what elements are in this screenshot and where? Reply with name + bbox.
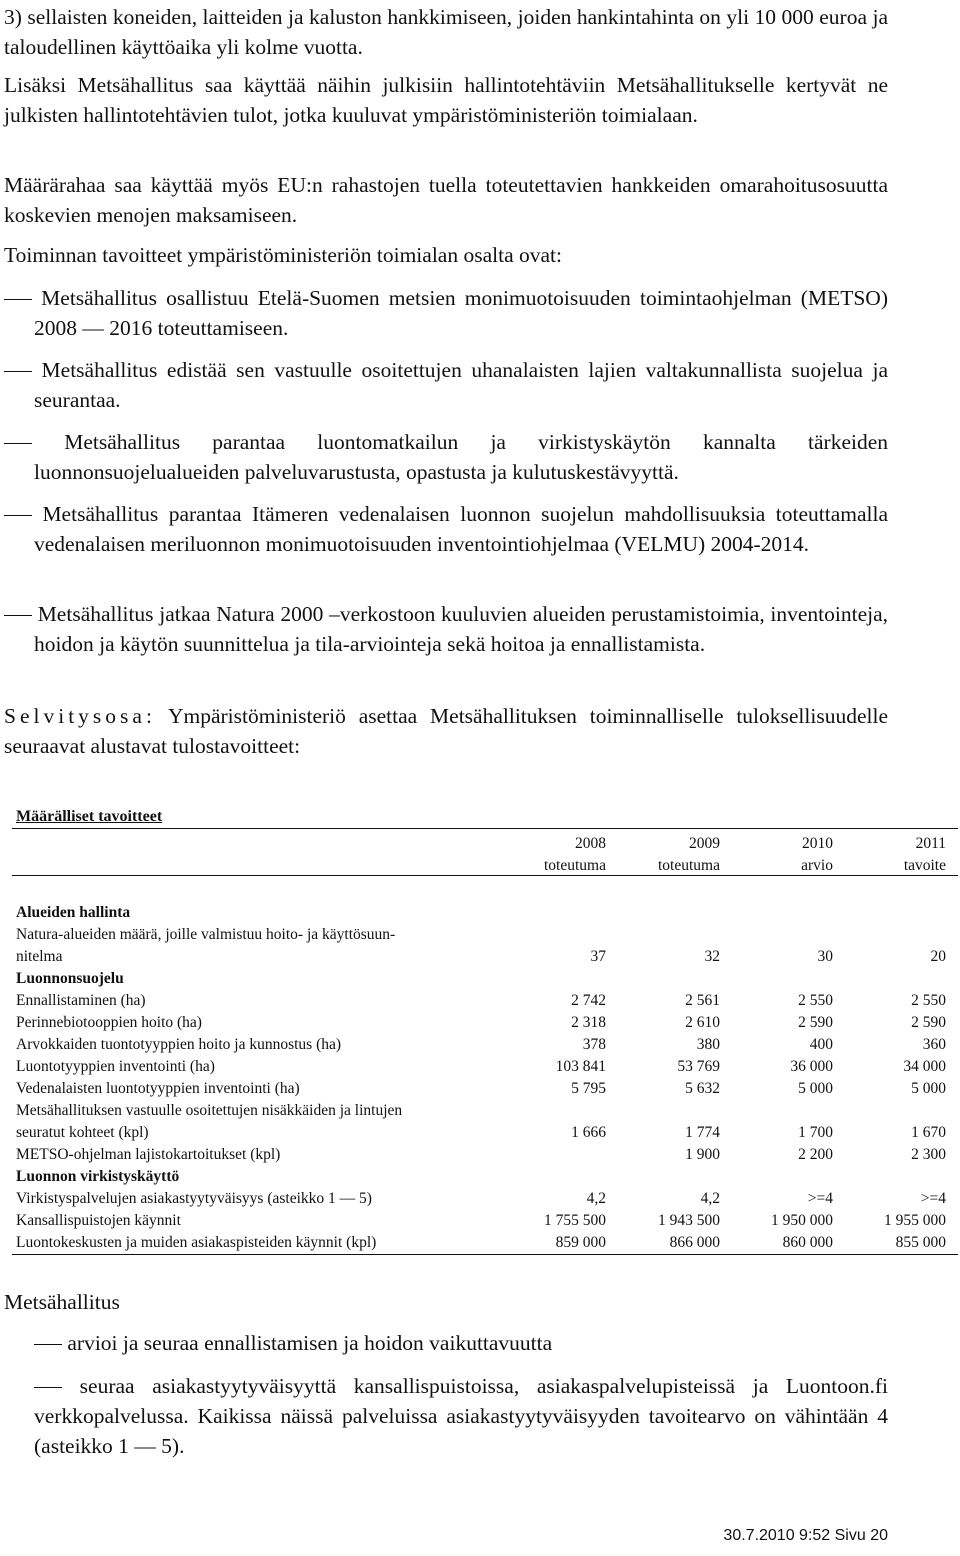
after-item	[34, 1328, 888, 1358]
goal-text: Metsähallitus parantaa luontomatkailun ja virkistyskäytön kannalta tärkeiden luonnonsuojelualueiden palveluvarustusta, opastusta ja kulutuskestävyyttä.	[34, 430, 888, 484]
table-row	[12, 1210, 958, 1232]
goal-item	[34, 427, 888, 487]
goal-item	[34, 283, 888, 343]
row-label: Natura-alueiden määrä, joille valmistuu hoito- ja käyttösuun-	[16, 926, 396, 943]
cell-value: 1 900	[685, 1146, 720, 1163]
cell-value: 855 000	[895, 1234, 946, 1251]
paragraph-3: Määrärahaa saa käyttää myös EU:n rahastojen tuella toteutettavien hankkeiden omarahoitusosuutta koskevien menojen maksamiseen.	[4, 173, 888, 227]
cell-value: 2 610	[685, 1014, 720, 1031]
cell-value: 1 774	[685, 1124, 720, 1141]
goal-item	[34, 599, 888, 659]
table-row	[12, 1144, 958, 1166]
table-row	[12, 1122, 958, 1144]
table-row	[12, 946, 958, 968]
cell-value: 380	[696, 1036, 720, 1053]
cell-value: 4,2	[586, 1190, 606, 1207]
cell-value: 30	[817, 948, 833, 965]
paragraph-1: 3) sellaisten koneiden, laitteiden ja kaluston hankkimiseen, joiden hankintahinta on yli 10 000 euroa ja taloudellinen käyttöaika yli kolme vuotta.	[4, 5, 888, 59]
row-label: Luontokeskusten ja muiden asiakaspisteiden käynnit (kpl)	[16, 1234, 377, 1251]
table-row	[12, 1078, 958, 1100]
table-row	[12, 1166, 958, 1188]
section-label: Alueiden hallinta	[16, 904, 131, 921]
goal-item	[34, 355, 888, 415]
table-row	[12, 990, 958, 1012]
goal-text: Metsähallitus osallistuu Etelä-Suomen metsien monimuotoisuuden toimintaohjelman (METSO) 2008 — 2016 toteuttamiseen.	[34, 286, 888, 340]
after-item	[34, 1371, 888, 1461]
cell-value: >=4	[920, 1190, 946, 1207]
row-label: seuratut kohteet (kpl)	[16, 1124, 149, 1141]
table-header	[12, 828, 958, 876]
cell-value: 859 000	[555, 1234, 606, 1251]
cell-value: 53 769	[677, 1058, 720, 1075]
row-label: Perinnebiotooppien hoito (ha)	[16, 1014, 202, 1031]
cell-value: 2 561	[685, 992, 720, 1009]
cell-value: 860 000	[782, 1234, 833, 1251]
selvitysosa-text: Ympäristöministeriö asettaa Metsähallituksen toiminnalliselle tuloksellisuudelle seuraavat alustavat tulostavoitteet:	[4, 704, 888, 758]
table-row	[12, 1100, 958, 1122]
table-body	[12, 902, 958, 1255]
cell-value: >=4	[807, 1190, 833, 1207]
selvitysosa-label: Selvitysosa:	[4, 704, 156, 728]
table-row	[12, 924, 958, 946]
cell-value: 1 955 000	[884, 1212, 946, 1229]
cell-value: 2 550	[798, 992, 833, 1009]
row-label: nitelma	[16, 948, 63, 965]
cell-value: 103 841	[555, 1058, 606, 1075]
cell-value: 1 755 500	[544, 1212, 606, 1229]
header-2010: 2010 arvio	[801, 835, 833, 874]
selvitysosa-paragraph	[4, 701, 888, 761]
cell-value: 5 795	[571, 1080, 606, 1097]
table-row	[12, 968, 958, 990]
paragraph-4: Toiminnan tavoitteet ympäristöministeriön toimialan osalta ovat:	[4, 243, 562, 267]
cell-value: 2 590	[798, 1014, 833, 1031]
cell-value: 32	[704, 948, 720, 965]
after-item-text: arvioi ja seuraa ennallistamisen ja hoidon vaikuttavuutta	[67, 1331, 553, 1355]
cell-value: 400	[809, 1036, 833, 1053]
cell-value: 4,2	[700, 1190, 720, 1207]
row-label: Vedenalaisten luontotyyppien inventointi (ha)	[16, 1080, 300, 1097]
cell-value: 1 670	[911, 1124, 946, 1141]
header-2008: 2008 toteutuma	[544, 835, 606, 874]
cell-value: 866 000	[669, 1234, 720, 1251]
row-label: Kansallispuistojen käynnit	[16, 1212, 181, 1229]
table-row	[12, 1232, 958, 1255]
row-label: Ennallistaminen (ha)	[16, 992, 146, 1009]
goal-text: Metsähallitus edistää sen vastuulle osoitettujen uhanalaisten lajien valtakunnallista suojelua ja seurantaa.	[34, 358, 889, 412]
cell-value: 2 300	[911, 1146, 946, 1163]
cell-value: 2 742	[571, 992, 606, 1009]
table-row	[12, 1012, 958, 1034]
cell-value: 5 000	[911, 1080, 946, 1097]
cell-value: 1 950 000	[771, 1212, 833, 1229]
table-row	[12, 1034, 958, 1056]
cell-value: 2 550	[911, 992, 946, 1009]
goals-table	[12, 828, 958, 1255]
table-row	[12, 1056, 958, 1078]
header-2009: 2009 toteutuma	[658, 835, 720, 874]
cell-value: 5 632	[685, 1080, 720, 1097]
section-label: Luonnonsuojelu	[16, 970, 124, 987]
cell-value: 36 000	[790, 1058, 833, 1075]
goal-text: Metsähallitus jatkaa Natura 2000 –verkostoon kuuluvien alueiden perustamistoimia, inventointeja, hoidon ja käytön suunnittelua ja tila-arviointeja sekä hoitoa ja ennallistamista.	[34, 602, 888, 656]
row-label: Virkistyspalvelujen asiakastyytyväisyys (asteikko 1 — 5)	[16, 1190, 372, 1207]
goal-text: Metsähallitus parantaa Itämeren vedenalaisen luonnon suojelun mahdollisuuksia toteuttamalla vedenalaisen meriluonnon monimuotoisuuden inventointiohjelmaa (VELMU) 2004-2014.	[34, 502, 889, 556]
cell-value: 1 700	[798, 1124, 833, 1141]
cell-value: 360	[922, 1036, 946, 1053]
cell-value: 37	[590, 948, 606, 965]
section-label: Luonnon virkistyskäyttö	[16, 1168, 180, 1185]
header-2011: 2011 tavoite	[903, 835, 946, 874]
cell-value: 1 943 500	[658, 1212, 720, 1229]
table-row	[12, 1188, 958, 1210]
cell-value: 378	[582, 1036, 606, 1053]
row-label: Arvokkaiden tuontotyyppien hoito ja kunnostus (ha)	[16, 1036, 342, 1053]
cell-value: 34 000	[903, 1058, 946, 1075]
row-label: METSO-ohjelman lajistokartoitukset (kpl)	[16, 1146, 281, 1163]
page-footer: 30.7.2010 9:52 Sivu 20	[723, 1527, 888, 1544]
goal-item	[34, 499, 888, 559]
cell-value: 2 318	[571, 1014, 606, 1031]
after-heading: Metsähallitus	[4, 1290, 120, 1314]
table-row	[12, 902, 958, 924]
cell-value: 20	[930, 948, 946, 965]
cell-value: 2 590	[911, 1014, 946, 1031]
row-label: Metsähallituksen vastuulle osoitettujen nisäkkäiden ja lintujen	[16, 1102, 403, 1119]
cell-value: 5 000	[798, 1080, 833, 1097]
cell-value: 1 666	[571, 1124, 606, 1141]
row-label: Luontotyyppien inventointi (ha)	[16, 1058, 215, 1075]
table-title: Määrälliset tavoitteet	[16, 808, 163, 825]
after-item-text: seuraa asiakastyytyväisyyttä kansallispuistoissa, asiakaspalvelupisteissä ja Luontoon.fi verkkopalvelussa. Kaikissa näissä palveluissa asiakastyytyväisyyden tavoitearvo on vähintään 4 (asteikko 1 — 5).	[34, 1374, 889, 1458]
paragraph-2: Lisäksi Metsähallitus saa käyttää näihin julkisiin hallintotehtäviin Metsähallitukselle kertyvät ne julkisten hallintotehtävien tulot, jotka kuuluvat ympäristöministeriön toimialaan.	[4, 73, 888, 127]
cell-value: 2 200	[798, 1146, 833, 1163]
